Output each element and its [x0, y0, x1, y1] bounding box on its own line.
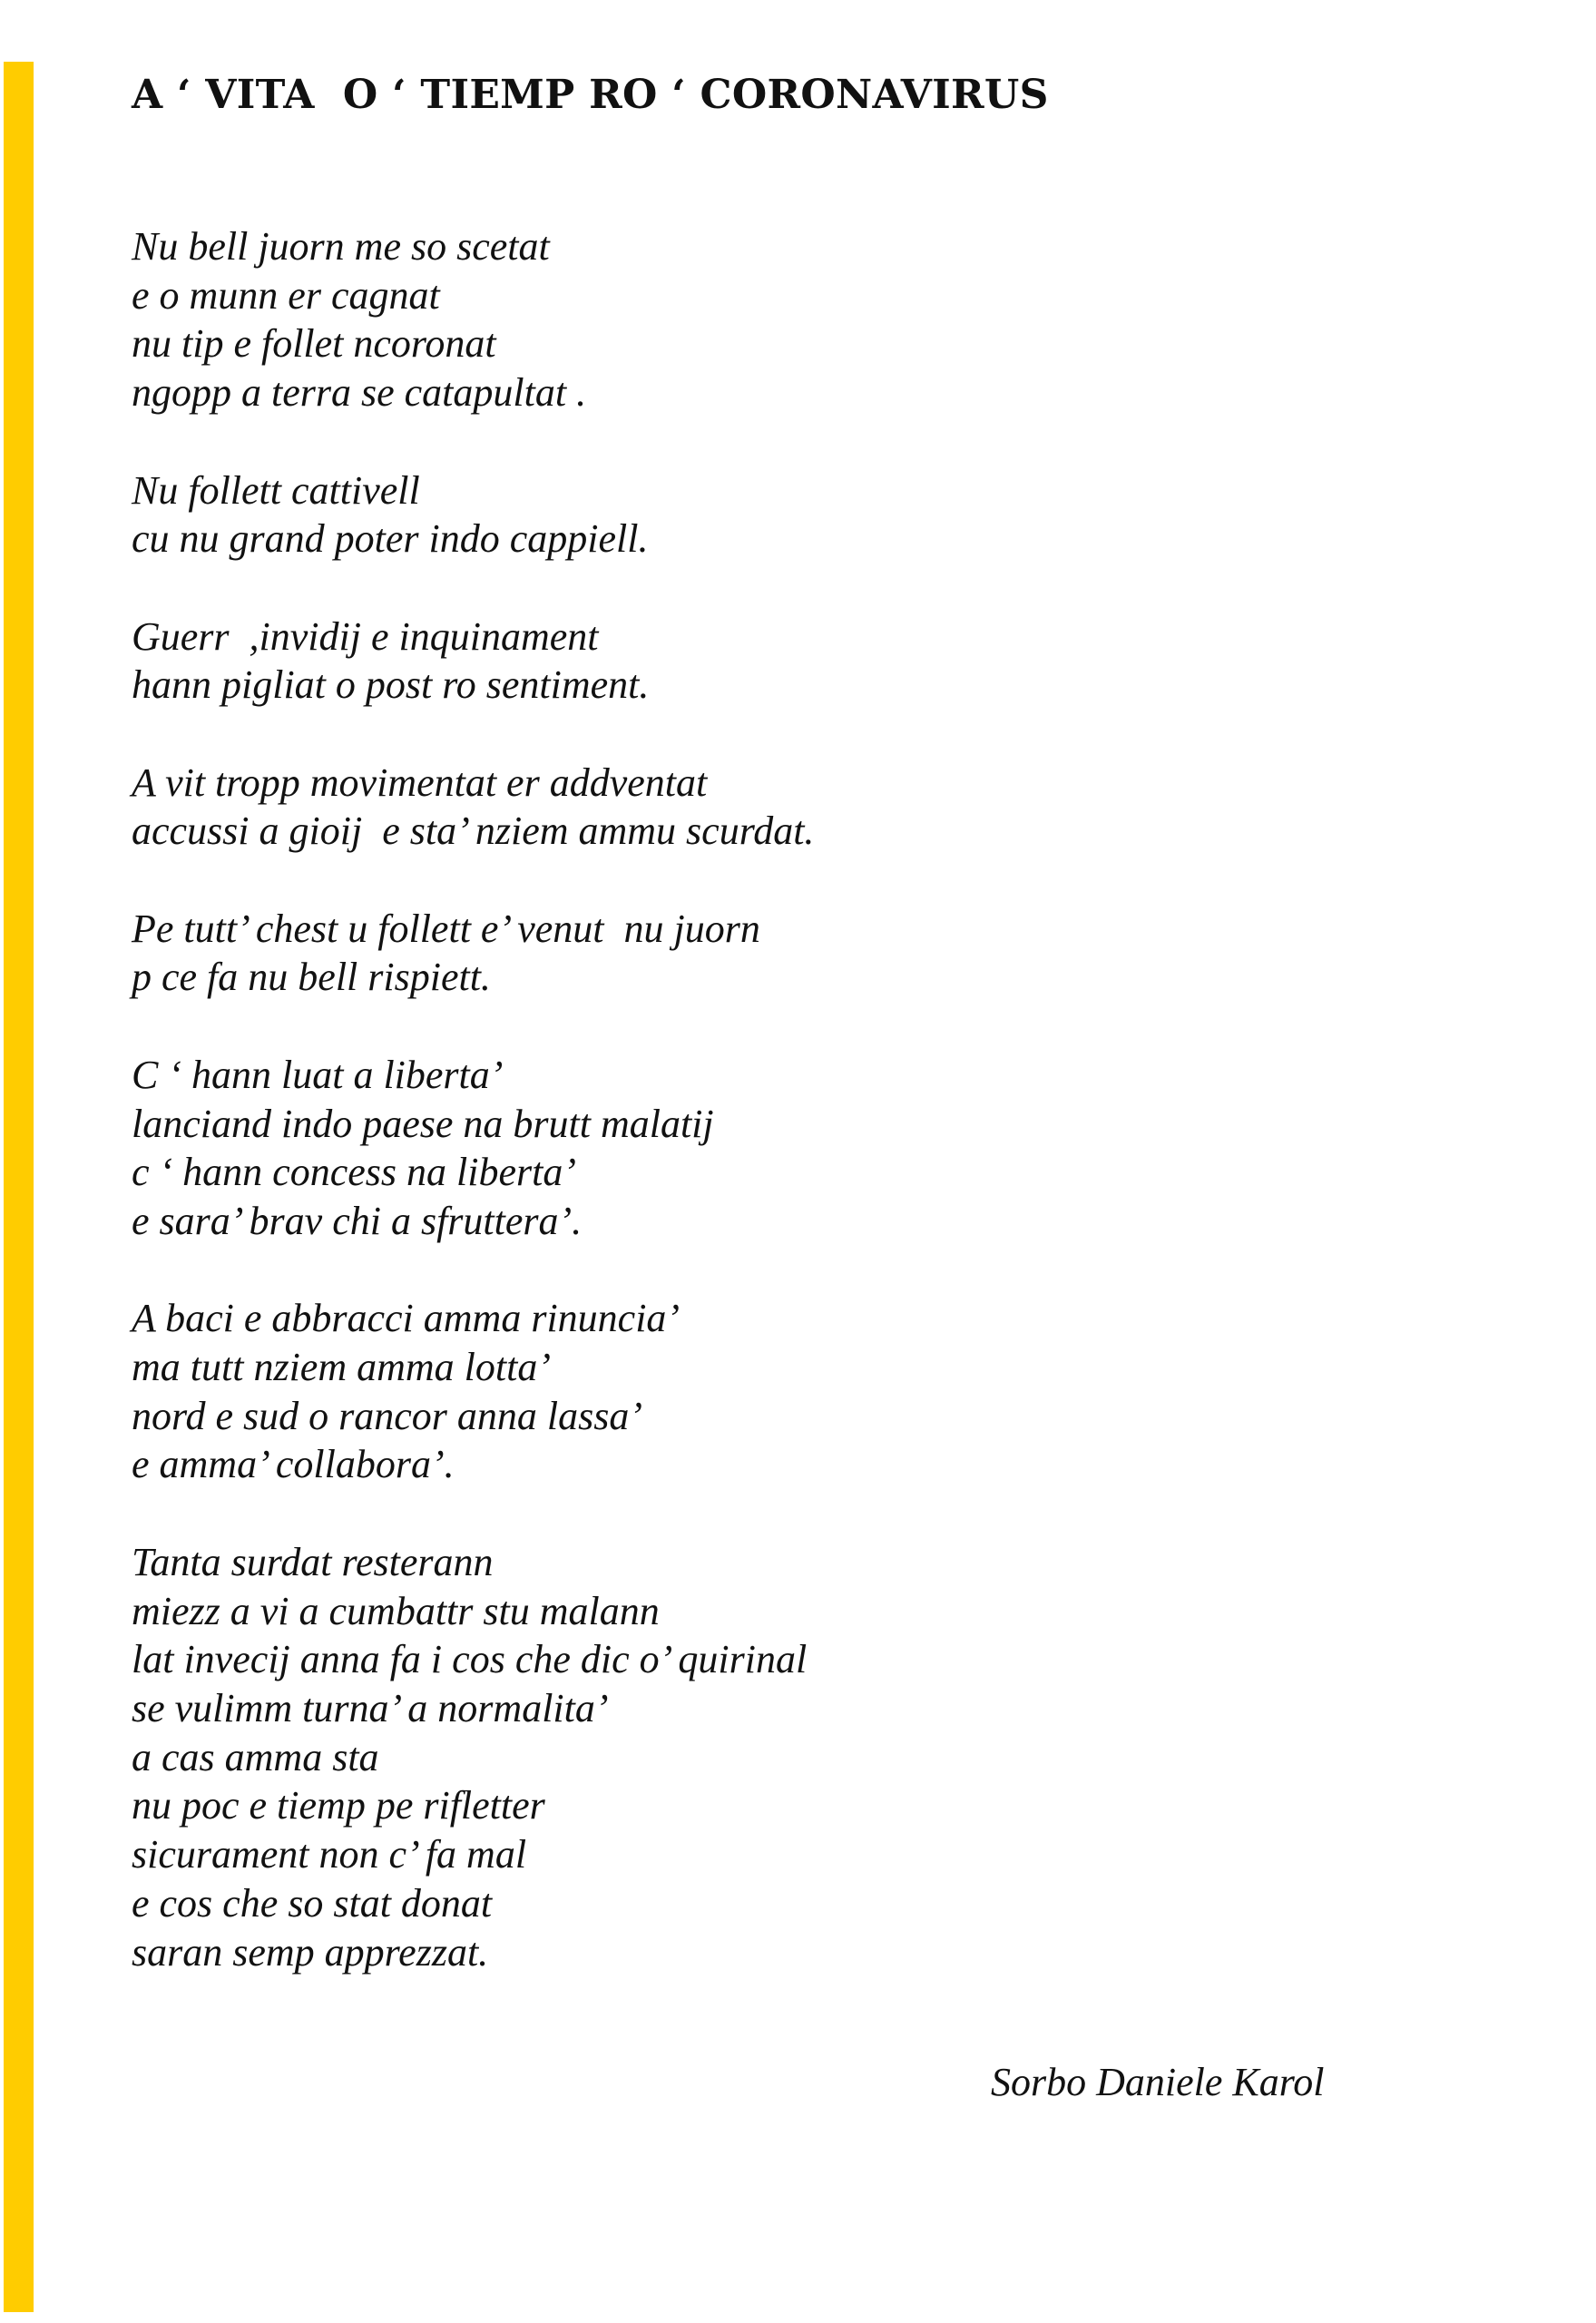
- yellow-accent-bar: [4, 62, 34, 2312]
- poem-line: Nu follett cattivell: [132, 467, 420, 513]
- poem-line: nu tip e follet ncoronat: [132, 321, 496, 367]
- poem-line: p ce fa nu bell rispiett.: [132, 955, 491, 1000]
- poem-line: ngopp a terra se catapultat .: [132, 370, 587, 416]
- poem-line: sicurament non c’ fa mal: [132, 1832, 527, 1877]
- stanza-8: [132, 1538, 1311, 1976]
- poem-line: e o munn er cagnat: [132, 272, 440, 318]
- poem-body: [132, 222, 1311, 1976]
- poem-line: nu poc e tiemp pe rifletter: [132, 1783, 545, 1828]
- poem-line: saran semp apprezzat.: [132, 1929, 489, 1975]
- stanza-6: [132, 1051, 1311, 1246]
- poem-line: Tanta surdat resterann: [132, 1539, 494, 1584]
- poem-line: lanciand indo paese na brutt malatij: [132, 1101, 714, 1146]
- stanza-1: [132, 222, 1311, 417]
- poem-line: e cos che so stat donat: [132, 1880, 493, 1926]
- poem-line: hann pigliat o post ro sentiment.: [132, 662, 650, 708]
- poem-line: Guerr ,invidij e inquinament: [132, 613, 599, 659]
- poem-line: nord e sud o rancor anna lassa’: [132, 1393, 643, 1438]
- poem-line: Nu bell juorn me so scetat: [132, 224, 550, 269]
- author-signature: Sorbo Daniele Karol: [991, 2060, 1325, 2104]
- poem-title: A ‘ VITA O ‘ TIEMP RO ‘ CORONAVIRUS: [132, 72, 1049, 118]
- poem-line: ma tutt nziem amma lotta’: [132, 1345, 551, 1390]
- poem-line: se vulimm turna’ a normalita’: [132, 1685, 609, 1730]
- stanza-2: [132, 466, 1311, 564]
- poem-line: lat invecij anna fa i cos che dic o’ quirinal: [132, 1637, 808, 1682]
- poem-line: A baci e abbracci amma rinuncia’: [132, 1296, 681, 1341]
- stanza-4: [132, 759, 1311, 856]
- poem-line: a cas amma sta: [132, 1734, 379, 1779]
- poem-line: c ‘ hann concess na liberta’: [132, 1150, 576, 1195]
- poem-line: miezz a vi a cumbattr stu malann: [132, 1588, 660, 1633]
- poem-line: C ‘ hann luat a liberta’: [132, 1052, 504, 1097]
- stanza-3: [132, 613, 1311, 710]
- poem-line: A vit tropp movimentat er addventat: [132, 760, 708, 805]
- poem-line: accussi a gioij e sta’ nziem ammu scurdat.: [132, 809, 815, 854]
- poem-line: cu nu grand poter indo cappiell.: [132, 516, 649, 562]
- poem-line: Pe tutt’ chest u follett e’ venut nu juorn: [132, 906, 760, 951]
- stanza-5: [132, 905, 1311, 1002]
- stanza-7: [132, 1294, 1311, 1489]
- poem-line: e amma’ collabora’.: [132, 1442, 455, 1487]
- poem-line: e sara’ brav chi a sfruttera’.: [132, 1198, 583, 1243]
